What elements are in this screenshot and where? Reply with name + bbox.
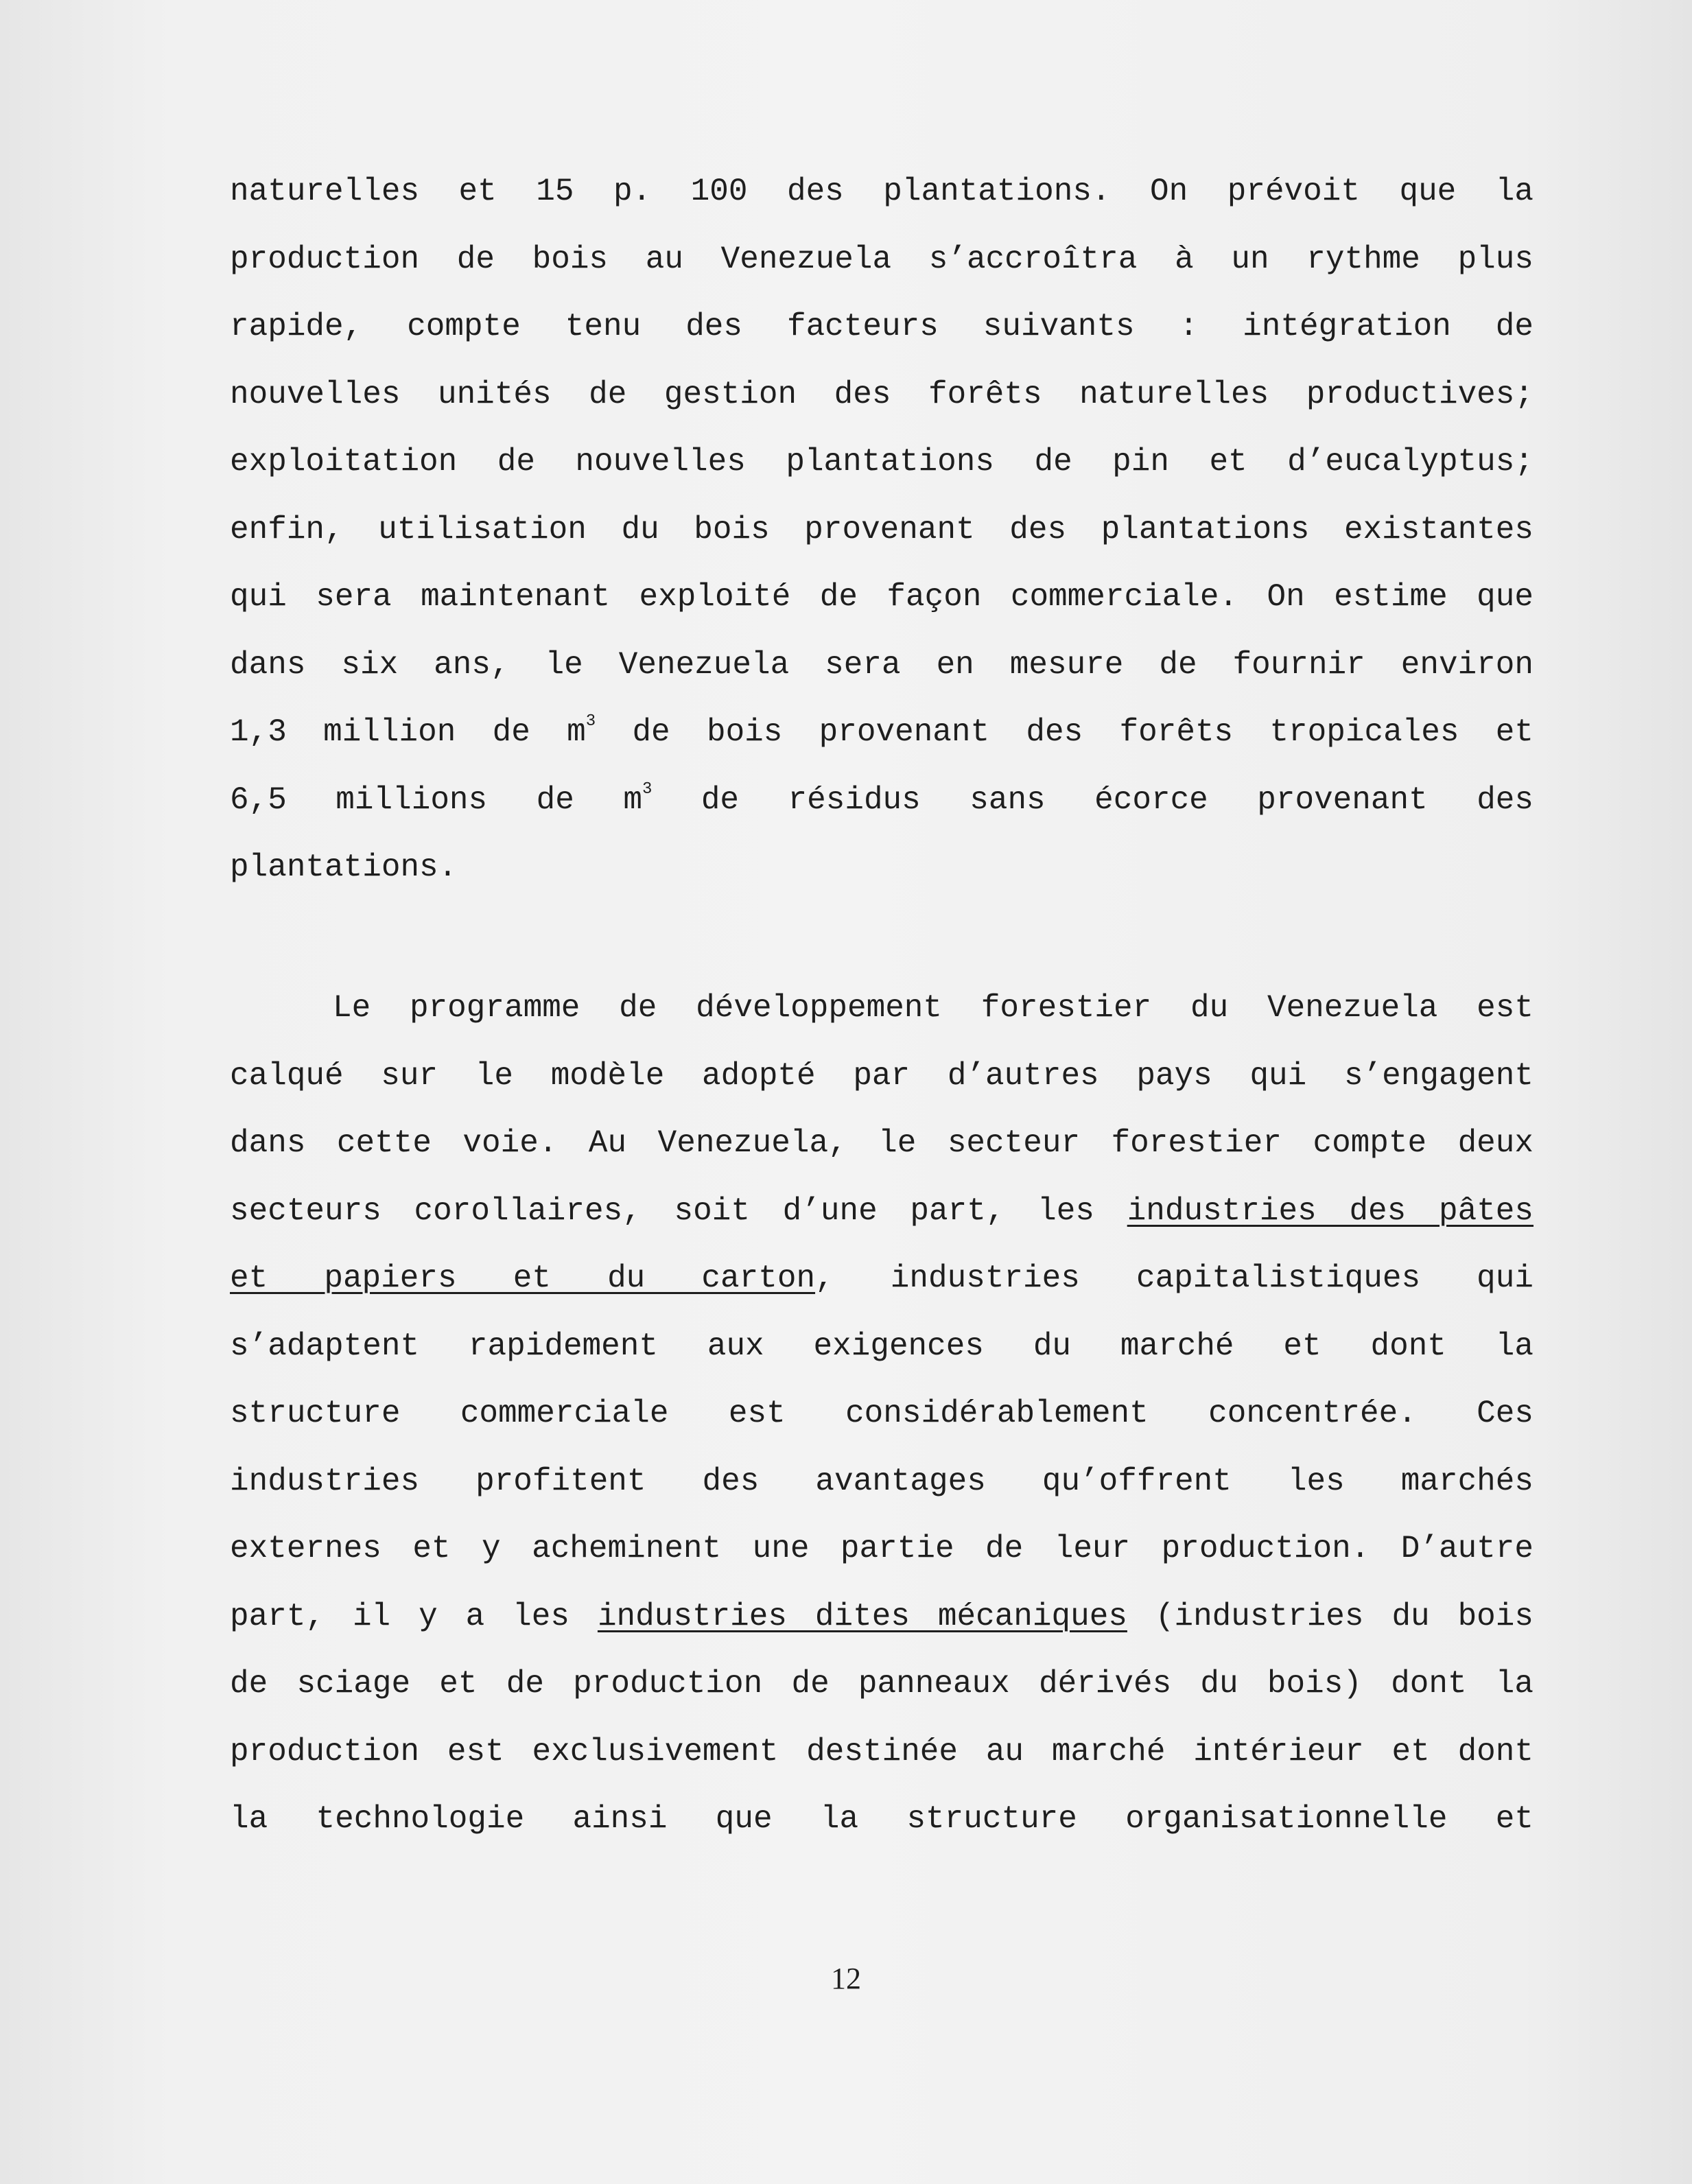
page-number: 12	[831, 1962, 861, 1995]
text-segment: , industries capitalistiques qui	[815, 1260, 1534, 1296]
underlined-term: industries des pâtes	[1127, 1193, 1534, 1229]
text-segment: part, il y a les	[230, 1598, 598, 1634]
text-line	[230, 698, 1534, 766]
text-line	[230, 1583, 1534, 1651]
underlined-term: industries dites mécaniques	[597, 1598, 1127, 1634]
text-line: plantations.	[230, 849, 458, 885]
text-line: industries profitent des avantages qu’offrent les marchés	[230, 1463, 1534, 1499]
text-line: qui sera maintenant exploité de façon commerciale. On estime que	[230, 579, 1534, 615]
text-segment: 6,5 millions de m	[230, 782, 642, 818]
superscript: 3	[642, 779, 653, 799]
text-line	[230, 1245, 1534, 1313]
text-segment: de bois provenant des forêts tropicales et	[596, 714, 1534, 750]
text-line: dans cette voie. Au Venezuela, le secteur forestier compte deux	[230, 1125, 1534, 1161]
text-line: nouvelles unités de gestion des forêts naturelles productives;	[230, 376, 1534, 412]
text-line: production de bois au Venezuela s’accroîtra à un rythme plus	[230, 241, 1534, 277]
text-line: enfin, utilisation du bois provenant des plantations existantes	[230, 511, 1534, 548]
superscript: 3	[585, 712, 596, 731]
text-line: rapide, compte tenu des facteurs suivants : intégration de	[230, 309, 1534, 344]
text-line: structure commerciale est considérablement concentrée. Ces	[230, 1396, 1534, 1431]
text-line: naturelles et 15 p. 100 des plantations. On prévoit que la	[230, 174, 1534, 209]
text-segment: de résidus sans écorce provenant des	[652, 782, 1534, 818]
text-line: la technologie ainsi que la structure organisationnelle et	[230, 1801, 1534, 1837]
paragraph-wood-production	[230, 158, 1534, 902]
text-line: de sciage et de production de panneaux dérivés du bois) dont la	[230, 1666, 1534, 1702]
paragraph-forestry-program	[230, 974, 1534, 1853]
text-line: externes et y acheminent une partie de leur production. D’autre	[230, 1531, 1534, 1566]
text-line	[230, 766, 1534, 834]
text-line: exploitation de nouvelles plantations de pin et d’eucalyptus;	[230, 444, 1534, 480]
text-line: production est exclusivement destinée au marché intérieur et dont	[230, 1733, 1534, 1770]
underlined-term: et papiers et du carton	[230, 1260, 816, 1296]
text-line	[230, 1177, 1534, 1245]
text-line: Le programme de développement forestier du Venezuela est	[333, 990, 1534, 1026]
text-line: calqué sur le modèle adopté par d’autres pays qui s’engagent	[230, 1057, 1534, 1094]
text-segment: 1,3 million de m	[230, 714, 586, 750]
text-segment: (industries du bois	[1127, 1598, 1534, 1634]
text-segment: secteurs corollaires, soit d’une part, les	[230, 1193, 1127, 1229]
text-line: dans six ans, le Venezuela sera en mesure de fournir environ	[230, 646, 1534, 683]
text-line: s’adaptent rapidement aux exigences du marché et dont la	[230, 1328, 1534, 1364]
